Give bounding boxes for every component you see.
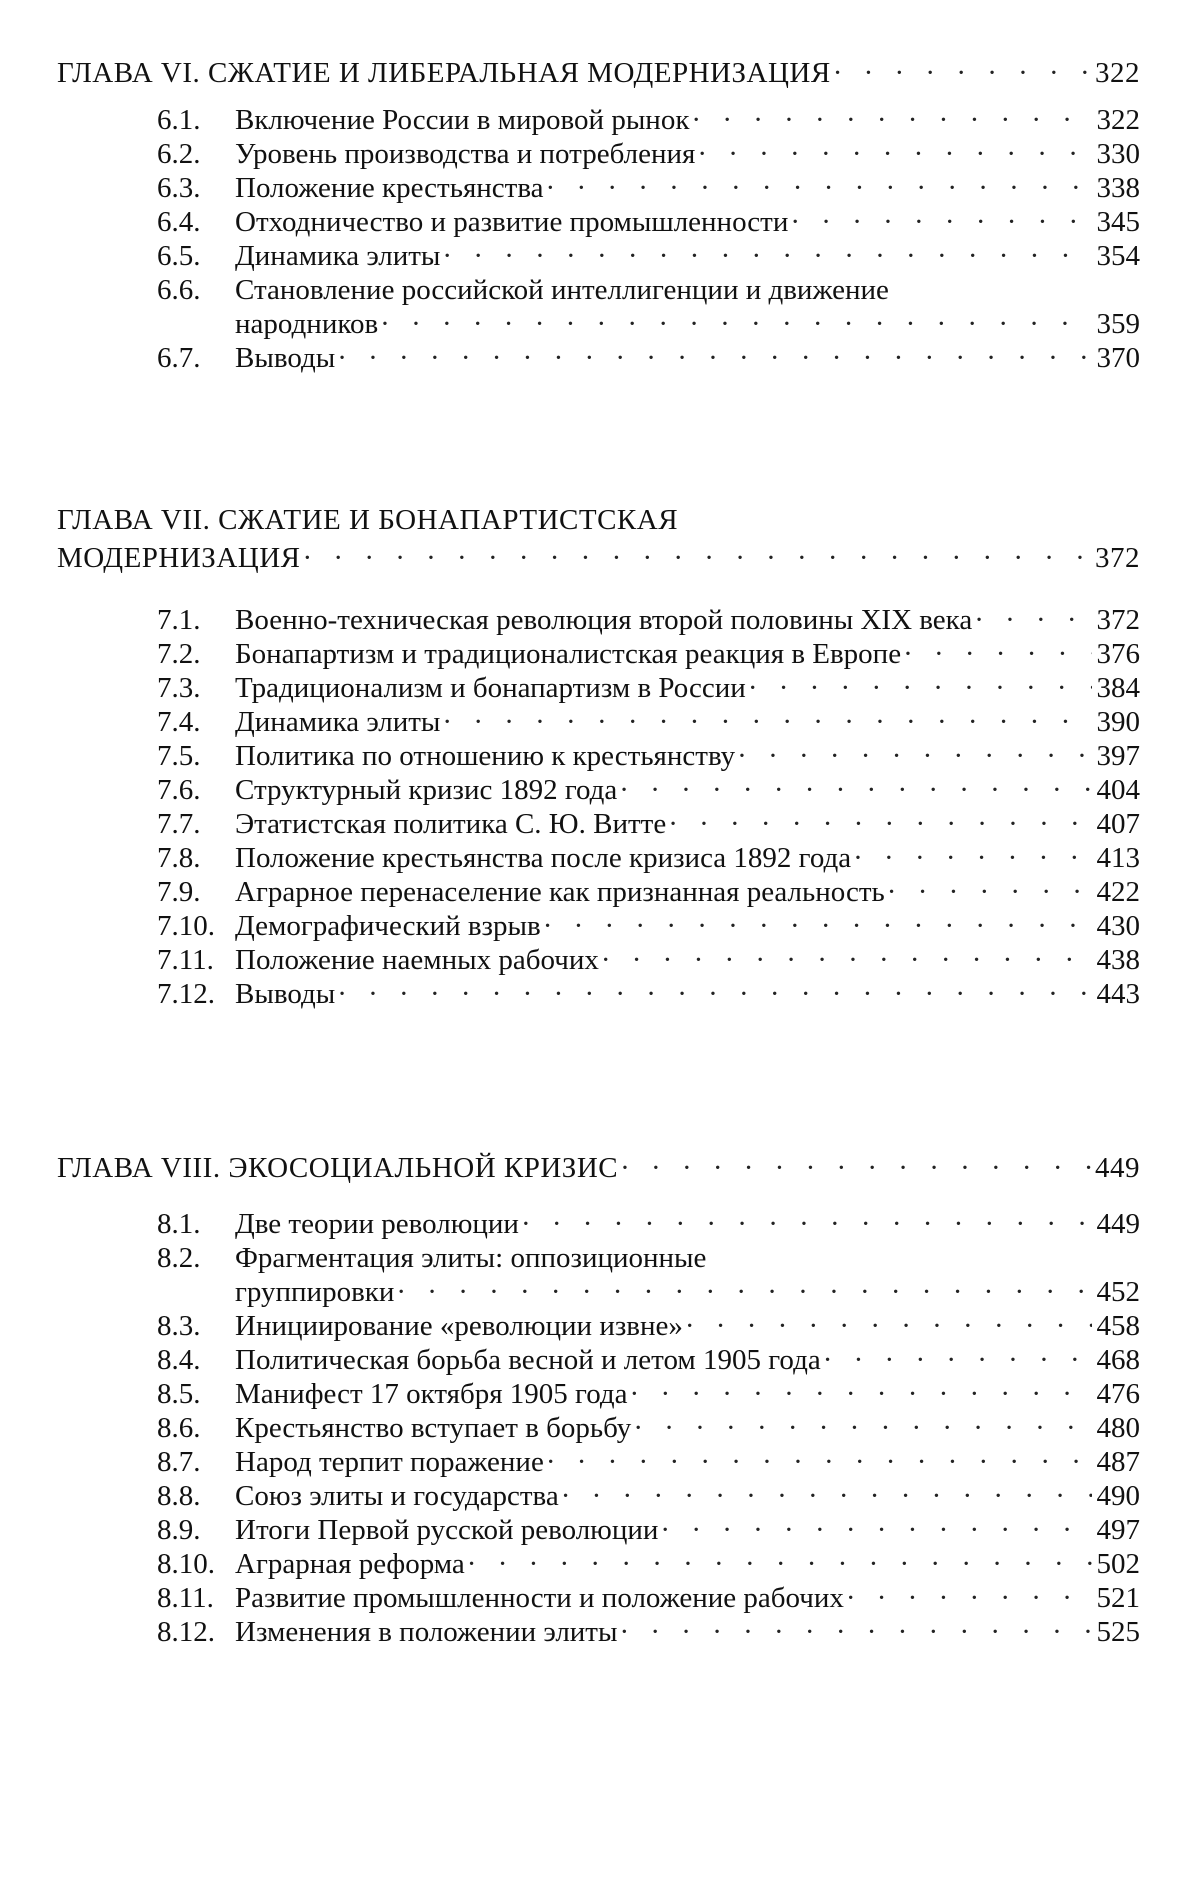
section-number: 8.10. <box>157 1548 215 1580</box>
chapter-title-text: ГЛАВА VI. СЖАТИЕ И ЛИБЕРАЛЬНАЯ МОДЕРНИЗАЦИЯ <box>57 57 831 89</box>
section-title: Манифест 17 октября 1905 года <box>235 1378 628 1410</box>
chapter-page: 449 <box>1095 1152 1140 1184</box>
section-title: Традиционализм и бонапартизм в России <box>235 672 746 704</box>
dot-leader <box>619 1612 1092 1653</box>
section-page: 502 <box>1096 1548 1140 1580</box>
section-title-line1: Фрагментация элиты: оппозиционные <box>235 1242 707 1274</box>
section-number: 7.5. <box>157 740 201 772</box>
section-number: 6.4. <box>157 206 201 238</box>
section-page: 345 <box>1096 206 1140 238</box>
section-title: Инициирование «революции извне» <box>235 1310 683 1342</box>
dot-leader <box>620 1148 1092 1189</box>
section-page: 390 <box>1096 706 1140 738</box>
section-title: Военно-техническая революция второй половины XIX века <box>235 604 973 636</box>
section-title: народников <box>235 308 379 340</box>
chapter-title[interactable] <box>57 53 1140 94</box>
chapter-page: 372 <box>1095 542 1140 574</box>
section-number: 8.3. <box>157 1310 201 1342</box>
section-title: группировки <box>235 1276 395 1308</box>
chapter-title[interactable] <box>57 1148 1140 1189</box>
toc-entry[interactable] <box>57 1612 1140 1653</box>
section-number: 8.11. <box>157 1582 214 1614</box>
section-number: 7.2. <box>157 638 201 670</box>
section-title: Крестьянство вступает в борьбу <box>235 1412 632 1444</box>
section-title: Изменения в положении элиты <box>235 1616 618 1648</box>
section-page: 413 <box>1096 842 1140 874</box>
section-page: 490 <box>1096 1480 1140 1512</box>
section-title: Политика по отношению к крестьянству <box>235 740 736 772</box>
section-title: Итоги Первой русской революции <box>235 1514 659 1546</box>
dot-leader <box>303 538 1093 579</box>
section-title: Отходничество и развитие промышленности <box>235 206 789 238</box>
section-number: 8.7. <box>157 1446 201 1478</box>
section-number: 8.12. <box>157 1616 215 1648</box>
section-page: 384 <box>1096 672 1140 704</box>
section-number: 8.5. <box>157 1378 201 1410</box>
section-page: 497 <box>1096 1514 1140 1546</box>
chapter-title-text: ГЛАВА VIII. ЭКОСОЦИАЛЬНОЙ КРИЗИС <box>57 1152 619 1184</box>
section-number: 6.3. <box>157 172 201 204</box>
section-title: Демографический взрыв <box>235 910 541 942</box>
section-title: Структурный кризис 1892 года <box>235 774 618 806</box>
section-number: 7.1. <box>157 604 201 636</box>
section-title: Динамика элиты <box>235 240 441 272</box>
section-title: Развитие промышленности и положение рабочих <box>235 1582 844 1614</box>
section-page: 407 <box>1096 808 1140 840</box>
section-page: 525 <box>1096 1616 1140 1648</box>
section-title: Политическая борьба весной и летом 1905 года <box>235 1344 821 1376</box>
section-number: 7.10. <box>157 910 215 942</box>
section-page: 338 <box>1096 172 1140 204</box>
section-number: 7.12. <box>157 978 215 1010</box>
section-page: 487 <box>1096 1446 1140 1478</box>
section-number: 8.6. <box>157 1412 201 1444</box>
section-title: Положение крестьянства <box>235 172 544 204</box>
section-page: 376 <box>1096 638 1140 670</box>
section-title: Народ терпит поражение <box>235 1446 544 1478</box>
section-title: Бонапартизм и традиционалистская реакция в Европе <box>235 638 902 670</box>
section-title: Аграрное перенаселение как признанная реальность <box>235 876 885 908</box>
chapter-title-text: МОДЕРНИЗАЦИЯ <box>57 542 301 574</box>
section-number: 7.7. <box>157 808 201 840</box>
section-number: 6.2. <box>157 138 201 170</box>
section-title: Выводы <box>235 978 336 1010</box>
chapter-title-text: ГЛАВА VII. СЖАТИЕ И БОНАПАРТИСТСКАЯ <box>57 504 679 536</box>
section-page: 449 <box>1096 1208 1140 1240</box>
section-number: 8.1. <box>157 1208 201 1240</box>
toc-entry[interactable] <box>57 974 1140 1015</box>
section-page: 322 <box>1096 104 1140 136</box>
section-title: Этатистская политика С. Ю. Витте <box>235 808 667 840</box>
section-title: Положение наемных рабочих <box>235 944 599 976</box>
section-page: 354 <box>1096 240 1140 272</box>
section-title-line1: Становление российской интеллигенции и движение <box>235 274 889 306</box>
section-page: 480 <box>1096 1412 1140 1444</box>
section-number: 8.9. <box>157 1514 201 1546</box>
section-page: 430 <box>1096 910 1140 942</box>
section-page: 359 <box>1096 308 1140 340</box>
section-page: 443 <box>1096 978 1140 1010</box>
dot-leader <box>833 53 1092 94</box>
section-title: Уровень производства и потребления <box>235 138 696 170</box>
dot-leader <box>337 338 1092 379</box>
section-page: 330 <box>1096 138 1140 170</box>
section-page: 370 <box>1096 342 1140 374</box>
section-page: 404 <box>1096 774 1140 806</box>
toc-entry[interactable] <box>57 338 1140 379</box>
section-number: 7.3. <box>157 672 201 704</box>
section-page: 476 <box>1096 1378 1140 1410</box>
section-page: 397 <box>1096 740 1140 772</box>
dot-leader <box>337 974 1092 1015</box>
section-page: 372 <box>1096 604 1140 636</box>
section-title: Аграрная реформа <box>235 1548 465 1580</box>
section-title: Положение крестьянства после кризиса 1892 года <box>235 842 852 874</box>
section-number: 8.8. <box>157 1480 201 1512</box>
section-title: Союз элиты и государства <box>235 1480 559 1512</box>
chapter-page: 322 <box>1095 57 1140 89</box>
section-number: 8.2. <box>157 1242 201 1274</box>
section-page: 422 <box>1096 876 1140 908</box>
section-title: Динамика элиты <box>235 706 441 738</box>
section-number: 6.1. <box>157 104 201 136</box>
section-number: 7.8. <box>157 842 201 874</box>
section-title: Две теории революции <box>235 1208 519 1240</box>
section-title: Выводы <box>235 342 336 374</box>
section-number: 6.5. <box>157 240 201 272</box>
section-page: 458 <box>1096 1310 1140 1342</box>
section-number: 7.9. <box>157 876 201 908</box>
section-page: 468 <box>1096 1344 1140 1376</box>
section-number: 7.4. <box>157 706 201 738</box>
section-page: 438 <box>1096 944 1140 976</box>
section-title: Включение России в мировой рынок <box>235 104 690 136</box>
chapter-title-line1[interactable] <box>57 500 1140 541</box>
section-page: 521 <box>1096 1582 1140 1614</box>
section-number: 6.6. <box>157 274 201 306</box>
section-number: 7.6. <box>157 774 201 806</box>
section-number: 7.11. <box>157 944 214 976</box>
chapter-title[interactable] <box>57 538 1140 579</box>
section-number: 8.4. <box>157 1344 201 1376</box>
section-number: 6.7. <box>157 342 201 374</box>
section-page: 452 <box>1096 1276 1140 1308</box>
